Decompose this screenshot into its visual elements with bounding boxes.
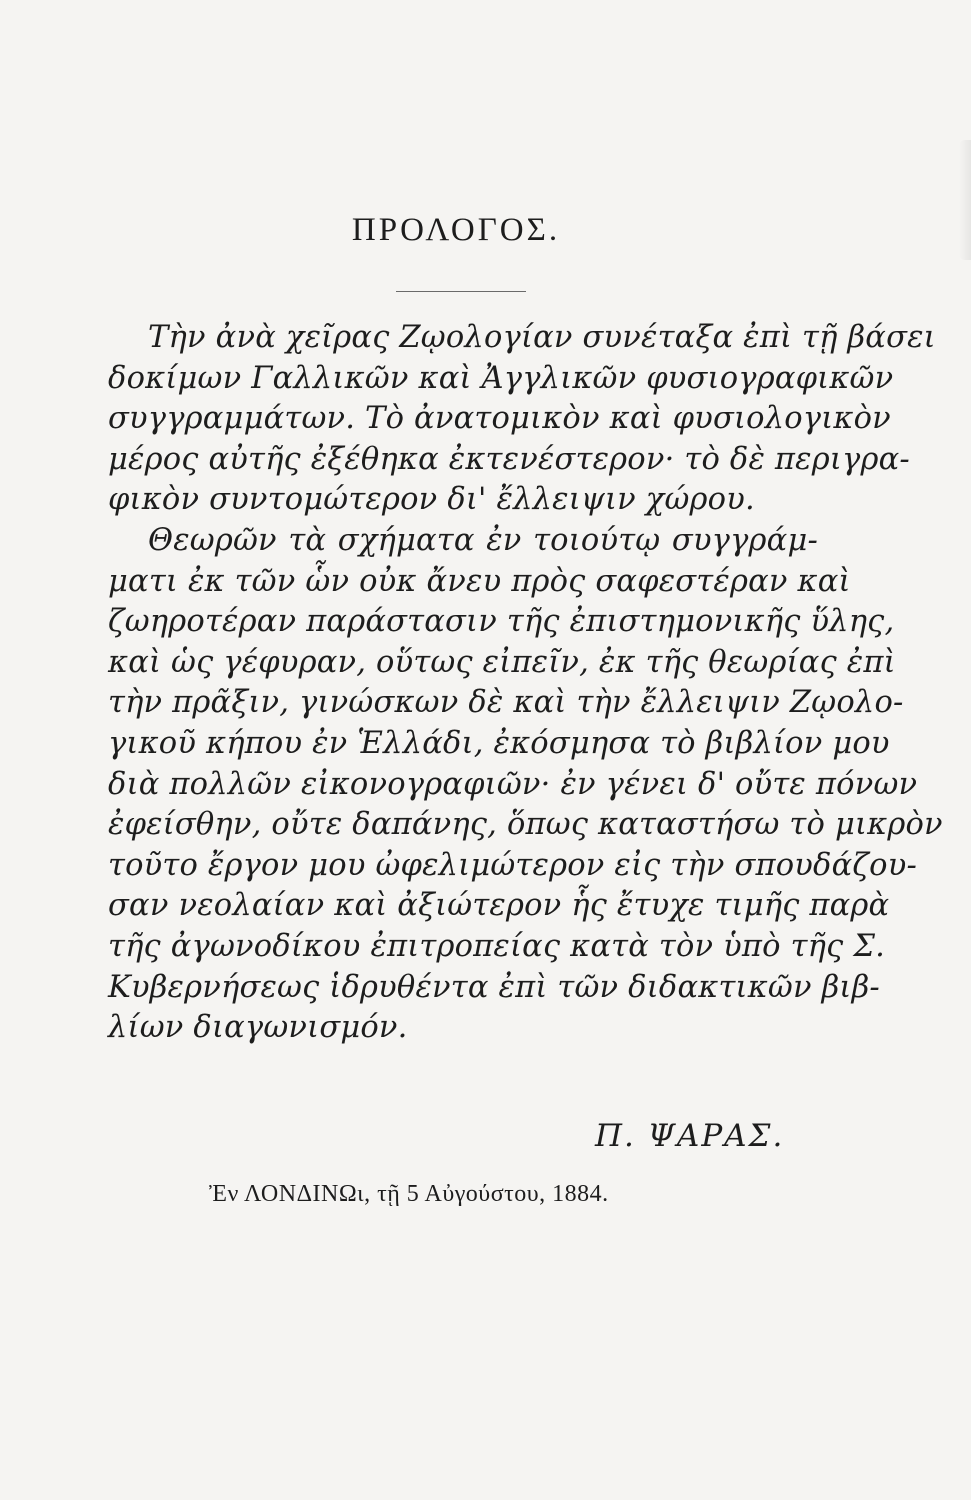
text-line: μέρος αὐτῆς ἐξέθηκα ἐκτενέστερον· τὸ δὲ περιγρα- — [108, 441, 910, 477]
preface-body — [108, 318, 943, 1049]
text-line: συγγραμμάτων. Τὸ ἀνατομικὸν καὶ φυσιολογικὸν — [108, 401, 891, 437]
text-line: τοῦτο ἔργον μου ὠφελιμώτερον εἰς τὴν σπουδάζου- — [108, 847, 917, 883]
text-line: σαν νεολαίαν καὶ ἀξιώτερον ἧς ἔτυχε τιμῆς παρὰ — [108, 888, 890, 924]
text-line: τὴν πρᾶξιν, γινώσκων δὲ καὶ τὴν ἔλλειψιν Ζῳολο- — [108, 685, 904, 721]
text-line: δοκίμων Γαλλικῶν καὶ Ἀγγλικῶν φυσιογραφικῶν — [108, 360, 894, 396]
text-line: τῆς ἀγωνοδίκου ἐπιτροπείας κατὰ τὸν ὑπὸ τῆς Σ. — [108, 928, 885, 964]
text-line: Θεωρῶν τὰ σχήματα ἐν τοιούτῳ συγγράμ- — [148, 522, 818, 558]
text-line: ἐφείσθην, οὔτε δαπάνης, ὅπως καταστήσω τὸ μικρὸν — [108, 807, 943, 843]
page-edge-shadow — [959, 140, 971, 260]
text-line: φικὸν συντομώτερον δι' ἔλλειψιν χώρου. — [108, 482, 755, 518]
text-line: διὰ πολλῶν εἰκονογραφιῶν· ἐν γένει δ' οὔτε πόνων — [108, 766, 918, 802]
place-date-line: Ἐν ΛΟΝΔΙΝΩι, τῇ 5 Αὐγούστου, 1884. — [209, 1181, 609, 1207]
title-divider — [396, 291, 526, 292]
text-line: λίων διαγωνισμόν. — [108, 1010, 408, 1046]
text-line: ζωηροτέραν παράστασιν τῆς ἐπιστημονικῆς ὕλης, — [108, 604, 895, 640]
text-line: καὶ ὡς γέφυραν, οὕτως εἰπεῖν, ἐκ τῆς θεωρίας ἐπὶ — [108, 644, 896, 680]
text-line: Τὴν ἀνὰ χεῖρας Ζῳολογίαν συνέταξα ἐπὶ τῇ βάσει — [148, 320, 936, 355]
text-line: ματι ἐκ τῶν ὧν οὐκ ἄνευ πρὸς σαφεστέραν καὶ — [108, 563, 851, 599]
text-line: γικοῦ κήπου ἐν Ἑλλάδι, ἐκόσμησα τὸ βιβλίον μου — [108, 725, 890, 761]
page-title: ΠΡΟΛΟΓΟΣ. — [351, 212, 561, 248]
author-signature: Π. ΨΑΡΑΣ. — [595, 1118, 785, 1154]
text-line: Κυβερνήσεως ἱδρυθέντα ἐπὶ τῶν διδακτικῶν βιβ- — [108, 969, 880, 1005]
